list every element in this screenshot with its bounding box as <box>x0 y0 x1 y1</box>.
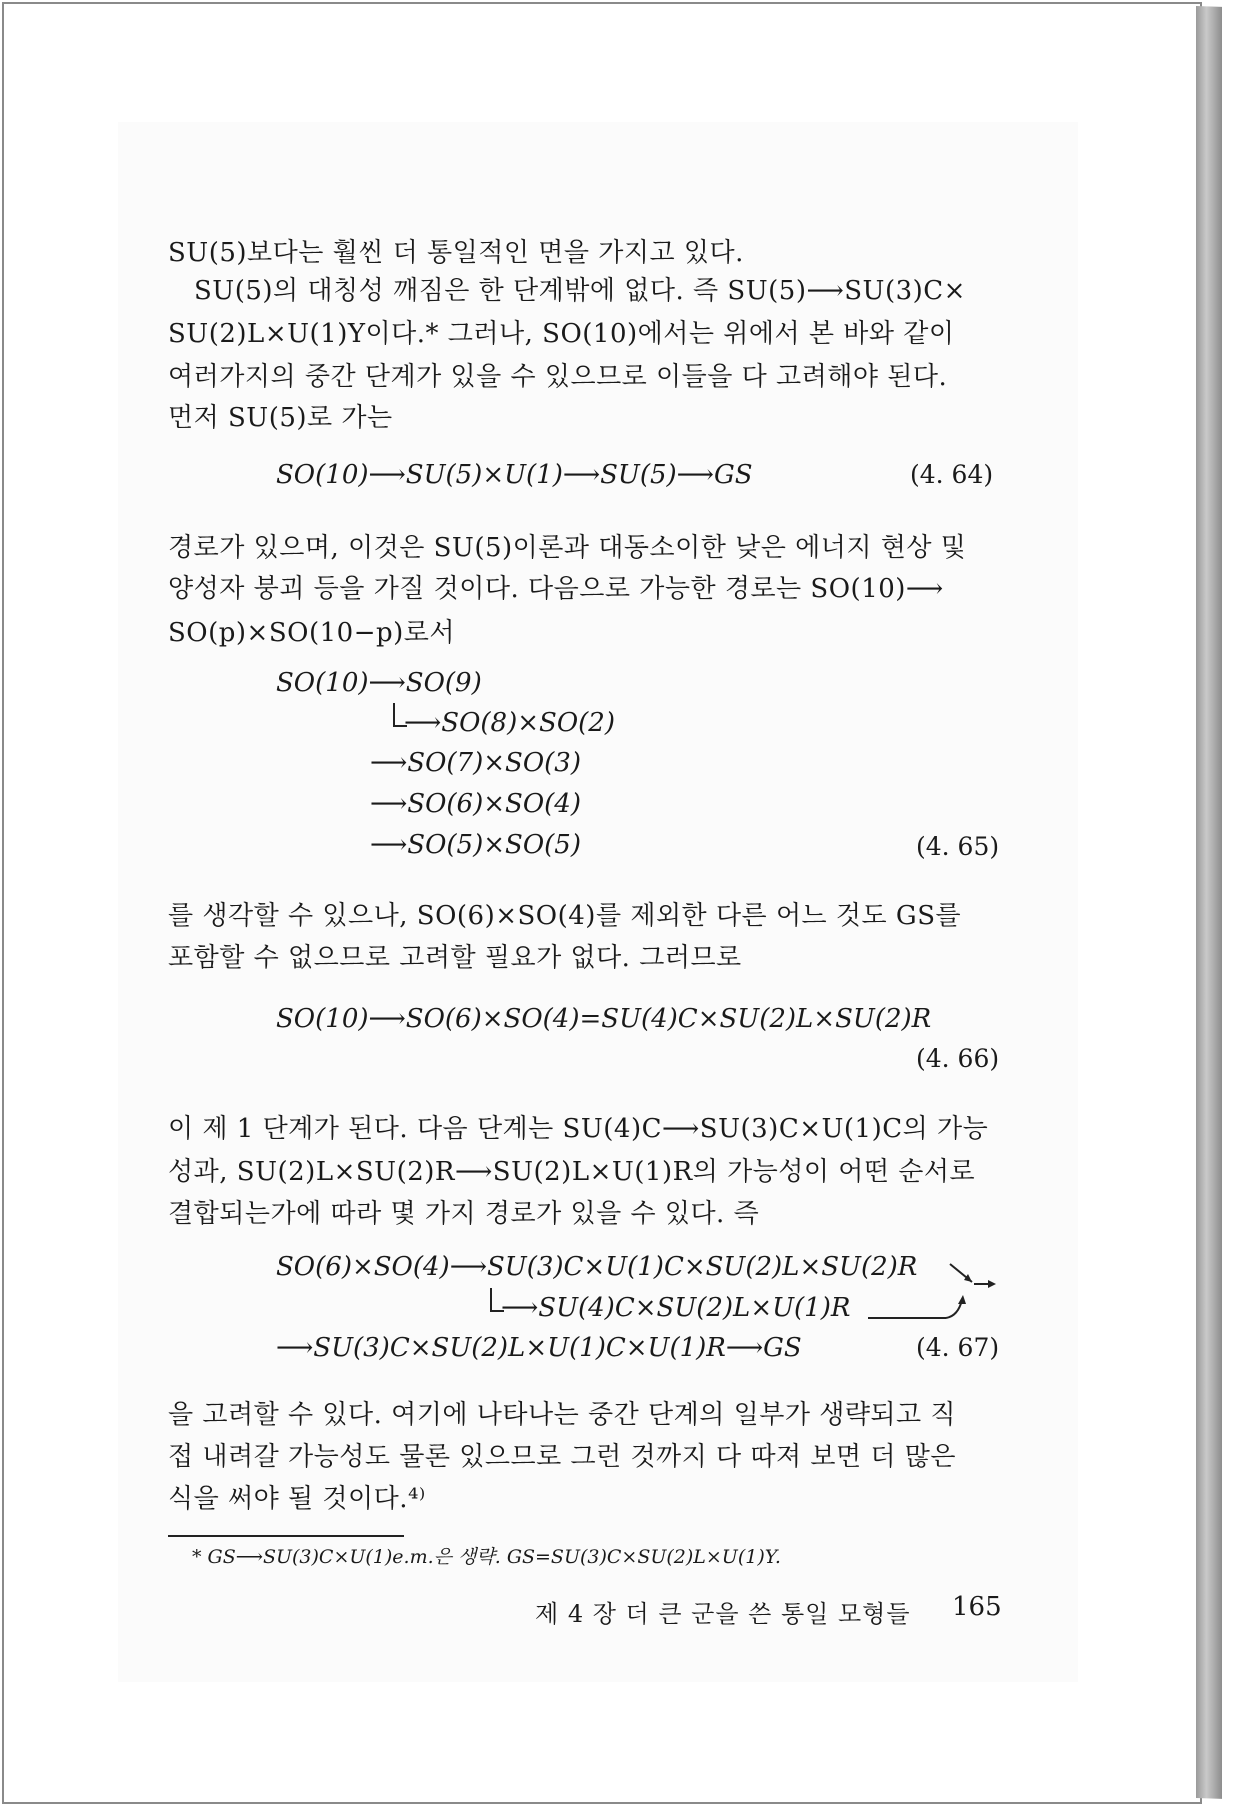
paragraph-line: 성과, SU(2)L×SU(2)R⟶SU(2)L×U(1)R의 가능성이 어떤 순서로 <box>168 1157 976 1187</box>
equation-4-67-line: ⟶SU(3)C×SU(2)L×U(1)C×U(1)R⟶GS <box>276 1333 802 1363</box>
equation-4-66: SO(10)⟶SO(6)×SO(4)=SU(4)C×SU(2)L×SU(2)R <box>276 1004 932 1034</box>
equation-4-65-line: ⟶SO(8)×SO(2) <box>404 708 615 738</box>
paragraph-line: 식을 써야 될 것이다.⁴⁾ <box>168 1484 426 1514</box>
paragraph-line: 포함할 수 없으므로 고려할 필요가 없다. 그러므로 <box>168 943 742 973</box>
paragraph-line: 여러가지의 중간 단계가 있을 수 있으므로 이들을 다 고려해야 된다. <box>168 362 948 392</box>
paragraph-line: SU(5)보다는 훨씬 더 통일적인 면을 가지고 있다. <box>168 238 744 268</box>
equation-4-65-line: ⟶SO(5)×SO(5) <box>370 830 581 860</box>
page-edge-shadow <box>1196 6 1222 1799</box>
paragraph-line: 결합되는가에 따라 몇 가지 경로가 있을 수 있다. 즉 <box>168 1199 760 1229</box>
equation-number: (4. 64) <box>910 460 994 489</box>
paragraph-line: 먼저 SU(5)로 가는 <box>168 403 393 433</box>
paragraph-line: 을 고려할 수 있다. 여기에 나타나는 중간 단계의 일부가 생략되고 직 <box>168 1400 957 1430</box>
equation-number: (4. 67) <box>916 1333 1000 1362</box>
paragraph-line: SU(5)의 대칭성 깨짐은 한 단계밖에 없다. 즉 SU(5)⟶SU(3)C× <box>194 276 966 306</box>
equation-4-65-line: SO(10)⟶SO(9) <box>276 668 482 698</box>
running-header: 제 4 장 더 큰 군을 쓴 통일 모형들 <box>535 1600 911 1628</box>
paragraph-line: 경로가 있으며, 이것은 SU(5)이론과 대동소이한 낮은 에너지 현상 및 <box>168 533 967 563</box>
equation-4-64: SO(10)⟶SU(5)×U(1)⟶SU(5)⟶GS <box>276 460 753 490</box>
equation-4-67-line: ⟶SU(4)C×SU(2)L×U(1)R <box>501 1293 851 1323</box>
footnote: * GS⟶SU(3)C×U(1)e.m.은 생략. GS=SU(3)C×SU(2)L×U(1)Y. <box>192 1546 781 1568</box>
equation-number: (4. 65) <box>916 832 1000 861</box>
paragraph-line: SO(p)×SO(10−p)로서 <box>168 618 456 648</box>
paragraph-line: SU(2)L×U(1)Y이다.* 그러나, SO(10)에서는 위에서 본 바와 같이 <box>168 319 955 349</box>
page-number: 165 <box>952 1592 1002 1622</box>
paragraph-line: 를 생각할 수 있으나, SO(6)×SO(4)를 제외한 다른 어느 것도 GS를 <box>168 901 962 931</box>
equation-4-65-line: ⟶SO(7)×SO(3) <box>370 748 581 778</box>
footnote-rule <box>168 1535 404 1537</box>
paragraph-line: 접 내려갈 가능성도 물론 있으므로 그런 것까지 다 따져 보면 더 많은 <box>168 1442 957 1472</box>
curved-arrow <box>866 1292 976 1322</box>
equation-4-65-line: ⟶SO(6)×SO(4) <box>370 789 581 819</box>
equation-number: (4. 66) <box>916 1044 1000 1073</box>
paragraph-line: 양성자 붕괴 등을 가질 것이다. 다음으로 가능한 경로는 SO(10)⟶ <box>168 574 944 604</box>
paragraph-line: 이 제 1 단계가 된다. 다음 단계는 SU(4)C⟶SU(3)C×U(1)C의 가능 <box>168 1114 989 1144</box>
equation-4-67-line: SO(6)×SO(4)⟶SU(3)C×U(1)C×SU(2)L×SU(2)R <box>276 1252 918 1282</box>
